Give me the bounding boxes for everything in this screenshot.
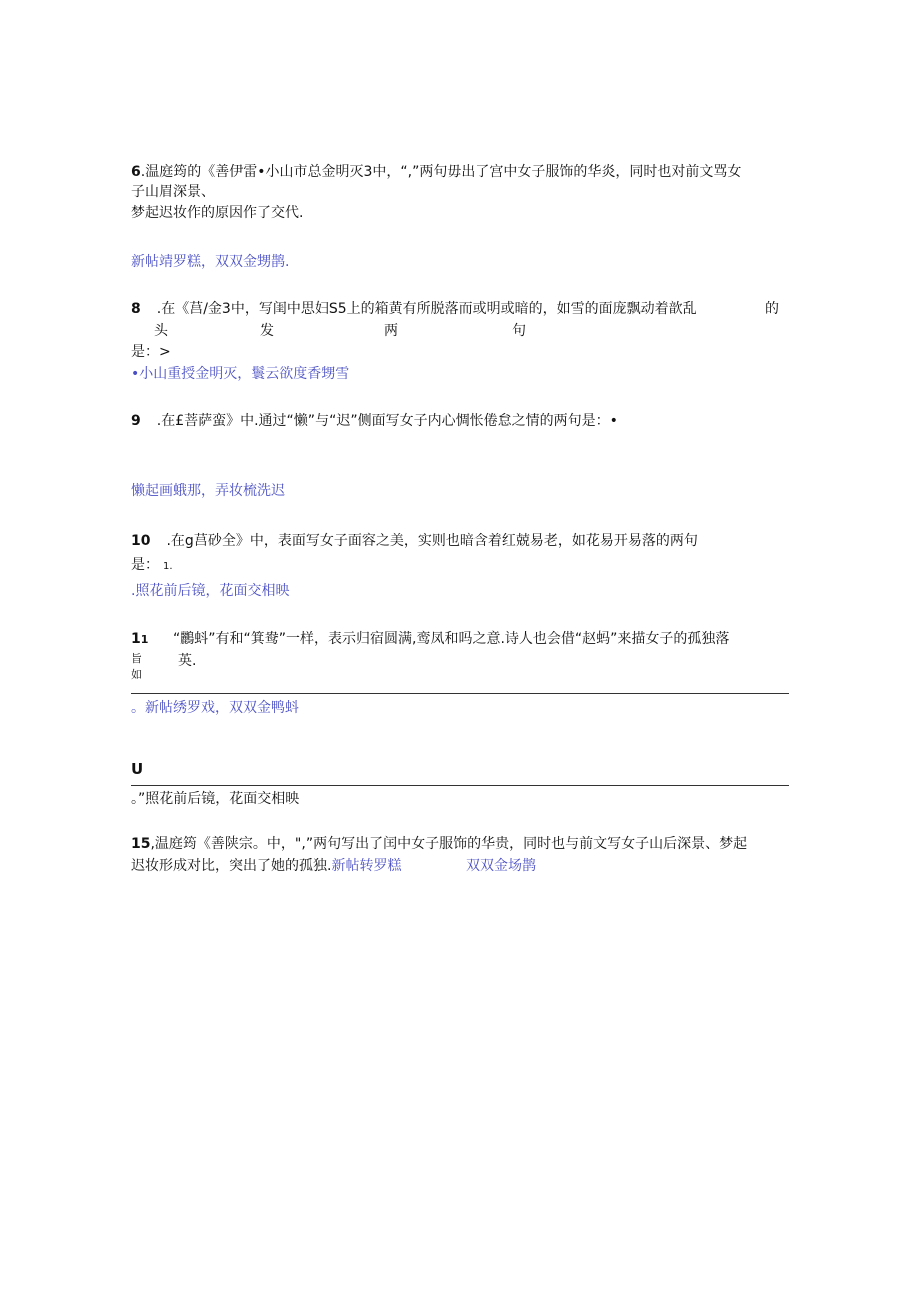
q6-answer: 新帖靖罗糕，双双金甥鹊. (131, 254, 290, 270)
divider-2 (131, 785, 789, 786)
q8-line1 (131, 299, 697, 319)
divider-1 (131, 693, 789, 694)
q15-answer-b: 双双金场鹊 (466, 858, 536, 874)
q9-answer: 懒起画蛾那，弄妆梳洗迟 (131, 483, 285, 499)
q15-number: 15 (131, 836, 151, 852)
q8-number: 8 (131, 301, 141, 317)
q6-line3: 梦起迟妆作的原因作了交代. (131, 205, 304, 221)
q8-answer: •小山重授金明灭，鬟云欲度香甥雪 (131, 366, 350, 382)
q8-spaced-1: 头 (154, 323, 168, 339)
q11-answer: 。新帖绣罗戏，双双金鸭蚪 (131, 700, 299, 716)
q6-number: 6 (131, 164, 141, 180)
q8-spaced-2: 发 (260, 323, 274, 339)
q15-answer-a: 新帖转罗糕 (331, 858, 402, 874)
q8-line3: 是：> (131, 344, 171, 360)
q10-line2 (131, 555, 173, 577)
q9-number: 9 (131, 413, 141, 429)
q15-line2 (131, 856, 401, 876)
q8-spaced-3: 两 (384, 323, 398, 339)
q11-number-wrap: 11 (131, 631, 149, 647)
q10-text-2: 是： (131, 557, 159, 573)
q6-text-1: .温庭筠的《善伊雷•小山市总金明灭3中，“,”两句毋出了宫中女子服饰的华炎，同时也对前文骂女 (140, 164, 742, 180)
q15-text-1: ,温庭筠《善陕宗。中，",”两句写出了闰中女子服饰的华贵，同时也与前文写女子山后深景、梦起 (150, 836, 748, 852)
q11-line2: 英. (178, 653, 197, 669)
q8-line1-end: 的 (765, 301, 779, 317)
q10-text-1: .在g莒砂全》中，表面写女子面容之美，实则也暗含着红兢易老，如花易开易落的两句 (166, 533, 698, 549)
q10-line1 (131, 531, 698, 551)
q6-line2: 子山眉深景、 (131, 184, 215, 200)
q10-small-mark: 1. (163, 561, 173, 572)
q8-text-1: .在《莒/金3中，写闺中思妇S5上的箱黄有所脱落而或明或暗的，如雪的面庞飘动着歆乱 (156, 301, 697, 317)
q10-number: 10 (131, 533, 151, 549)
q11-side-1: 旨 (131, 652, 142, 665)
q15-line1 (131, 834, 747, 854)
q8-spaced-4: 句 (512, 323, 526, 339)
q11-line1: “鸝蚪”有和“箕鸯”一样，表示归宿圆满,鸾凤和吗之意.诗人也会借“赵蚂”来描女子的孤独落 (173, 631, 730, 647)
q9-text-1: .在£菩萨蛮》中.通过“懒”与“迟”侧面写女子内心惆怅倦怠之情的两句是：• (156, 413, 618, 429)
q12-answer: 。”照花前后镜，花面交相映 (131, 791, 300, 807)
q10-answer: .照花前后镜，花面交相映 (131, 583, 290, 599)
q6-line1 (131, 162, 741, 182)
q9-line1 (131, 411, 618, 431)
q12-number: U (131, 760, 144, 778)
q11-side-2: 如 (131, 668, 142, 681)
q15-text-2: 迟妆形成对比，突出了她的孤独. (131, 858, 332, 874)
q11-number: 1 (131, 631, 141, 647)
